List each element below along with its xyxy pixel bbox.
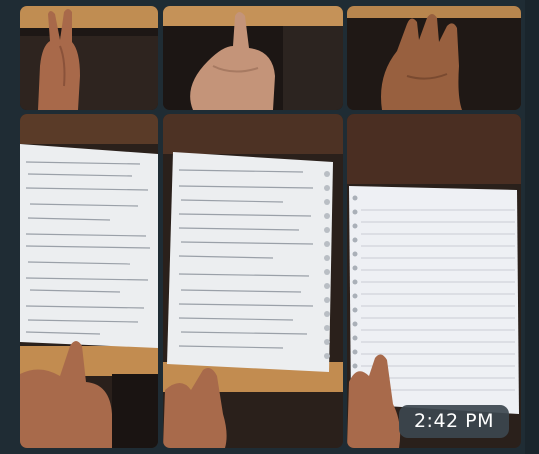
photo-3-image — [347, 6, 521, 110]
album-photo-6[interactable] — [347, 114, 521, 448]
album-photo-5[interactable] — [163, 114, 343, 448]
photo-4-image — [20, 114, 158, 448]
album-photo-2[interactable] — [163, 6, 343, 110]
photo-1-image — [20, 6, 158, 110]
photo-6-image — [347, 114, 521, 448]
message-timestamp: 2:42 PM — [399, 405, 509, 438]
photo-5-image — [163, 114, 343, 448]
album-photo-1[interactable] — [20, 6, 158, 110]
album-photo-3[interactable] — [347, 6, 521, 110]
photo-2-image — [163, 6, 343, 110]
album-photo-4[interactable] — [20, 114, 158, 448]
